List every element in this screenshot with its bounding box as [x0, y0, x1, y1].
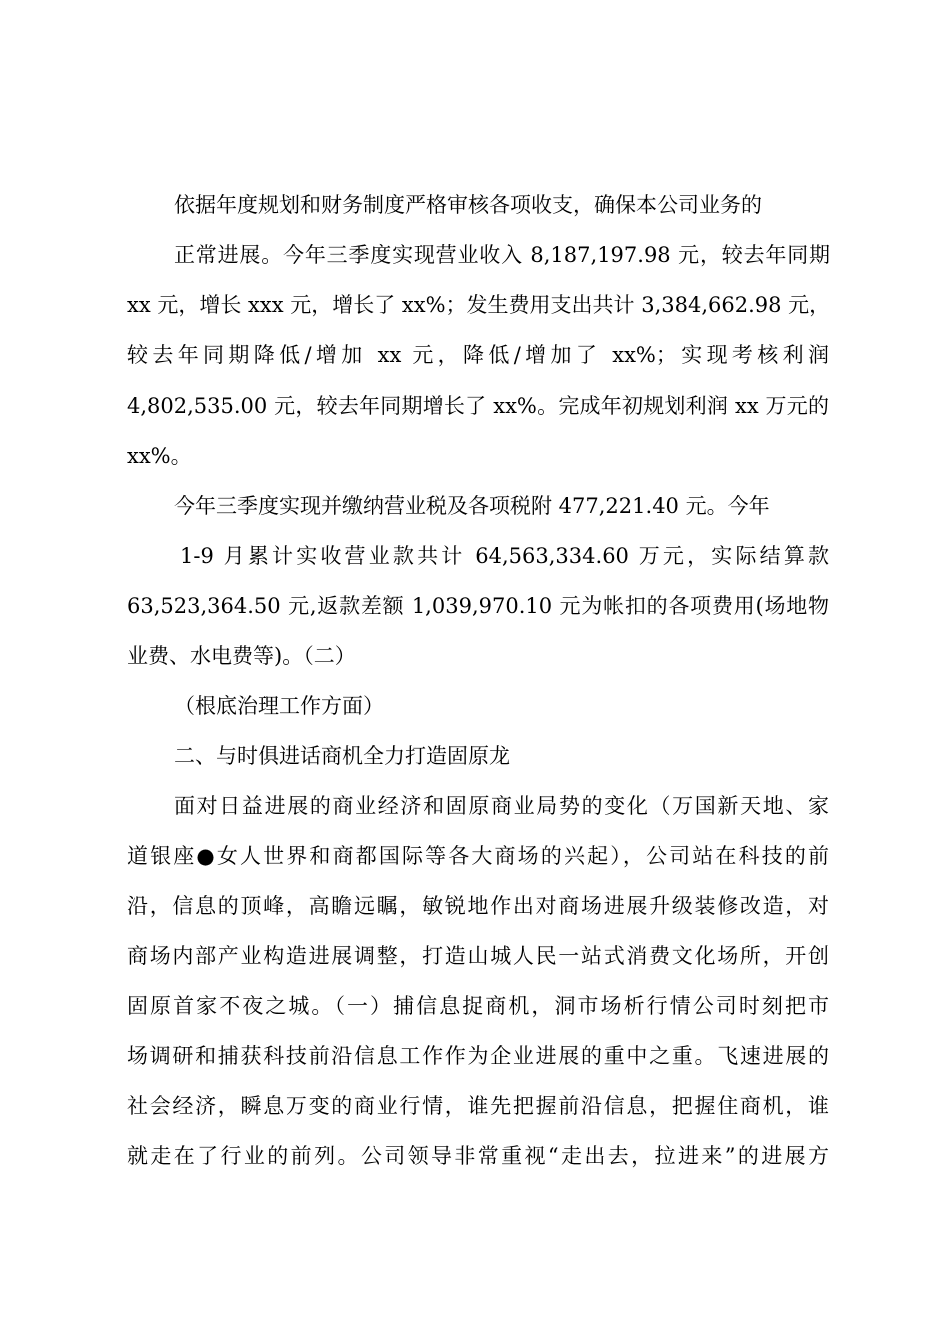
- text-line-13: 面对日益进展的商业经济和固原商业局势的变化（万国新天地、家: [174, 794, 829, 818]
- text-line-14: 道银座●女人世界和商都国际等各大商场的兴起），公司站在科技的前: [127, 844, 829, 868]
- text-line-4: 较去年同期降低/增加 xx 元，降低/增加了 xx%；实现考核利润: [127, 343, 829, 367]
- text-line-7: 今年三季度实现并缴纳营业税及各项税附 477,221.40 元。今年: [174, 494, 770, 518]
- text-line-6: xx%。: [127, 444, 192, 468]
- text-line-1: 依据年度规划和财务制度严格审核各项收支，确保本公司业务的: [174, 193, 762, 217]
- text-line-20: 就走在了行业的前列。公司领导非常重视“走出去，拉进来”的进展方: [127, 1144, 829, 1168]
- text-line-9: 63,523,364.50 元,返款差额 1,039,970.10 元为帐扣的各项费用(场地物: [127, 594, 829, 618]
- text-line-5: 4,802,535.00 元，较去年同期增长了 xx%。完成年初规划利润 xx 万元的: [127, 394, 829, 418]
- text-line-17: 固原首家不夜之城。（一）捕信息捉商机，洞市场析行情公司时刻把市: [127, 994, 829, 1018]
- text-line-8: 1-9 月累计实收营业款共计 64,563,334.60 万元，实际结算款: [180, 544, 829, 568]
- section-heading-management: （根底治理工作方面）: [174, 694, 384, 718]
- text-line-2: 正常进展。今年三季度实现营业收入 8,187,197.98 元，较去年同期: [174, 243, 830, 267]
- text-line-16: 商场内部产业构造进展调整，打造山城人民一站式消费文化场所，开创: [127, 944, 829, 968]
- text-line-18: 场调研和捕获科技前沿信息工作作为企业进展的重中之重。飞速进展的: [127, 1044, 829, 1068]
- text-line-19: 社会经济，瞬息万变的商业行情，谁先把握前沿信息，把握住商机，谁: [127, 1094, 829, 1118]
- text-line-3: xx 元，增长 xxx 元，增长了 xx%；发生费用支出共计 3,384,662.98 元，: [127, 293, 831, 317]
- text-line-10: 业费、水电费等)。（二）: [127, 644, 356, 668]
- section-heading-2: 二、与时俱进话商机全力打造固原龙: [174, 744, 510, 768]
- text-line-15: 沿，信息的顶峰，高瞻远瞩，敏锐地作出对商场进展升级装修改造，对: [127, 894, 829, 918]
